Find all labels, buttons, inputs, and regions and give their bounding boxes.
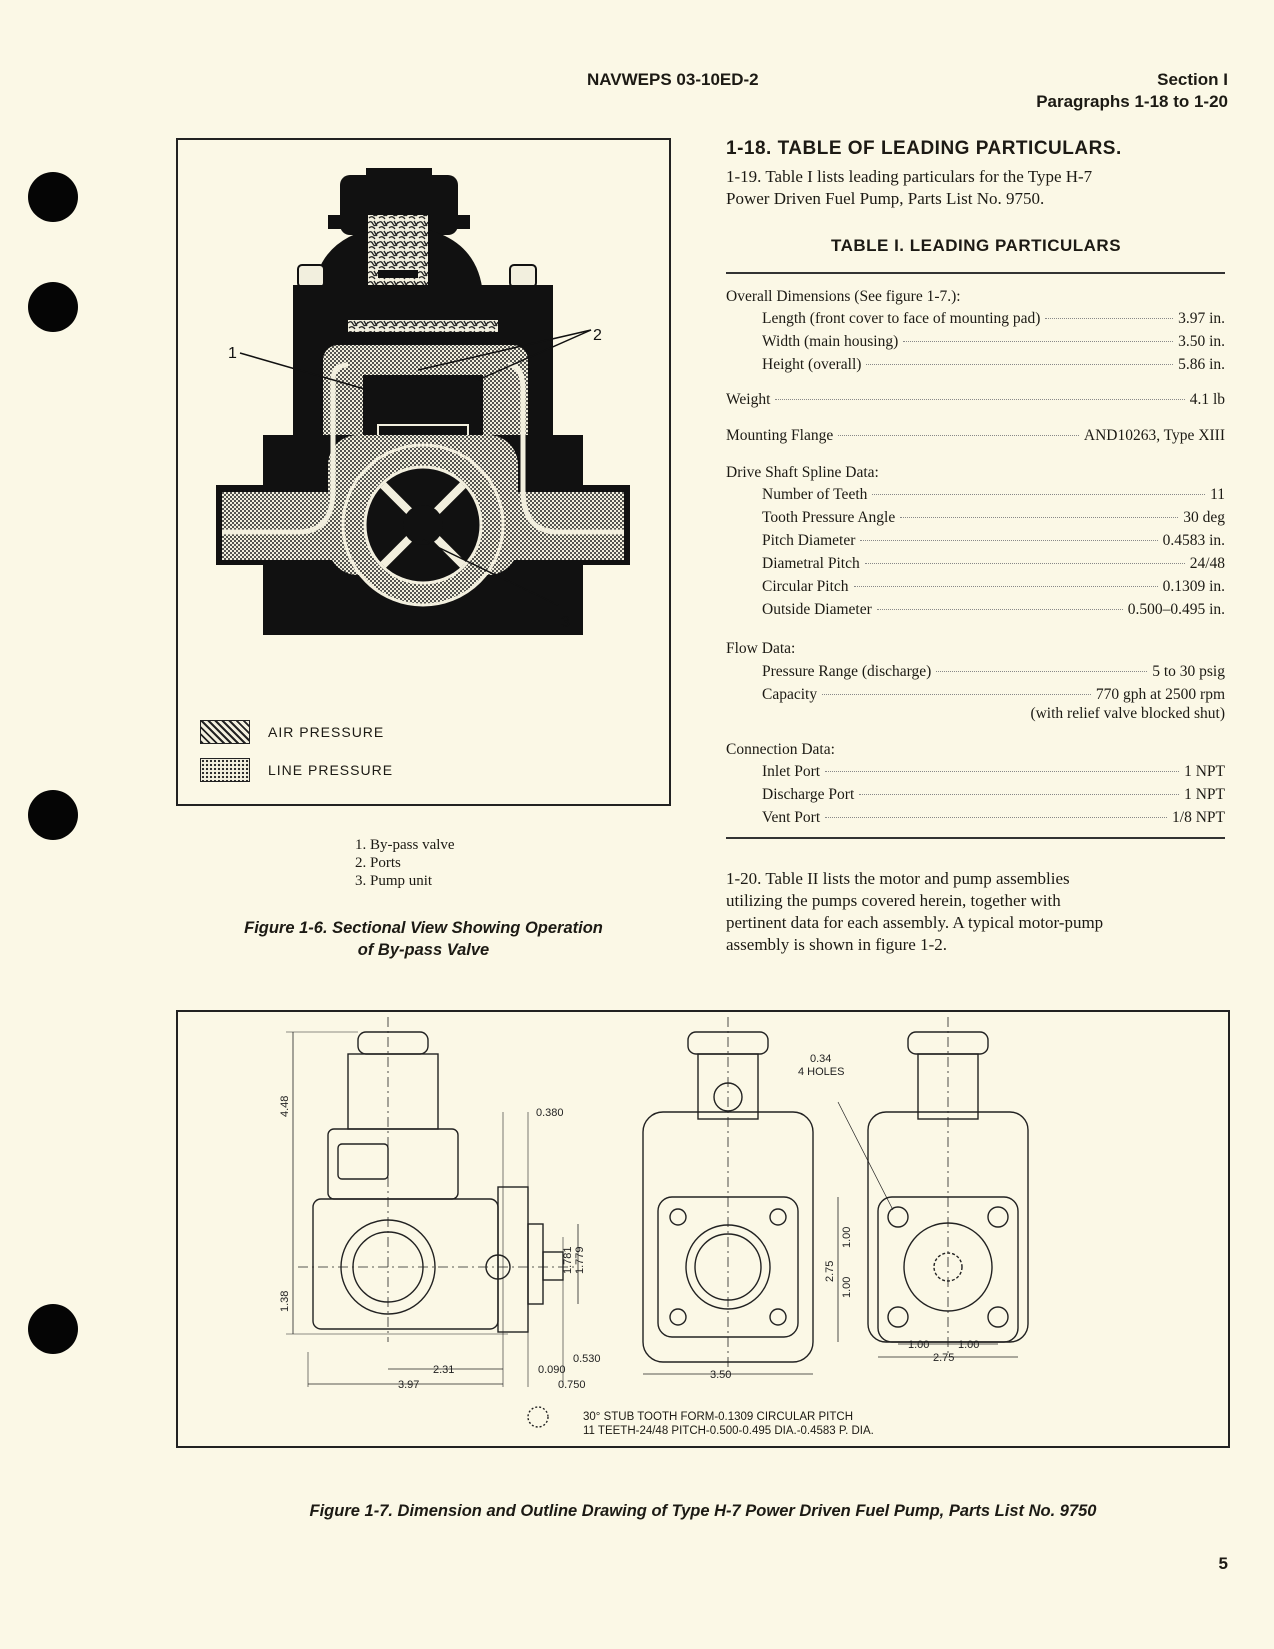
table-title: TABLE I. LEADING PARTICULARS <box>830 236 1122 255</box>
spline-gear-icon <box>528 1407 548 1427</box>
table-row: Height (overall) 5.86 in. <box>762 356 1225 373</box>
figure-key <box>355 836 455 890</box>
table-row: Vent Port 1/8 NPT <box>762 809 1225 826</box>
callout-1: 1 <box>228 345 237 362</box>
svg-text:0.090: 0.090 <box>538 1364 566 1376</box>
svg-text:1.00: 1.00 <box>841 1276 853 1298</box>
rear-view <box>838 1017 1028 1357</box>
svg-text:1.779: 1.779 <box>574 1246 586 1274</box>
paragraph-range: Paragraphs 1-18 to 1-20 <box>1036 92 1228 111</box>
svg-text:4.48: 4.48 <box>279 1095 291 1117</box>
line-pressure-label: LINE PRESSURE <box>268 762 394 778</box>
table-row: Outside Diameter 0.500–0.495 in. <box>762 601 1225 618</box>
front-view <box>643 1017 813 1374</box>
air-pressure-label: AIR PRESSURE <box>268 724 385 740</box>
svg-text:4 HOLES: 4 HOLES <box>798 1066 845 1078</box>
table-row: Capacity 770 gph at 2500 rpm <box>762 686 1225 703</box>
capacity-note: (with relief valve blocked shut) <box>1030 705 1225 722</box>
group-connection: Connection Data: <box>726 741 835 758</box>
svg-text:2.75: 2.75 <box>933 1352 955 1364</box>
group-flow: Flow Data: <box>726 640 796 657</box>
svg-text:3.50: 3.50 <box>710 1369 732 1381</box>
sectional-view-illustration <box>178 140 669 660</box>
figure-1-7-caption: Figure 1-7. Dimension and Outline Drawing of Type H-7 Power Driven Fuel Pump, Parts List No. 9750 <box>309 1502 1097 1520</box>
table-row: Inlet Port 1 NPT <box>762 763 1225 780</box>
group-drive-shaft: Drive Shaft Spline Data: <box>726 464 879 481</box>
outline-drawing <box>178 1012 1228 1446</box>
key-item: 1. By-pass valve <box>355 837 455 853</box>
key-item: 3. Pump unit <box>355 873 433 889</box>
table-row: Weight 4.1 lb <box>726 391 1225 408</box>
doc-number: NAVWEPS 03-10ED-2 <box>587 70 759 89</box>
paragraph-1-19: 1-19. Table I lists leading particulars for the Type H-7 Power Driven Fuel Pump, Parts List No. 9750. <box>726 167 1093 208</box>
table-row: Discharge Port 1 NPT <box>762 786 1225 803</box>
section-label: Section I <box>1157 70 1228 89</box>
binder-hole <box>28 282 78 332</box>
table-row: Circular Pitch 0.1309 in. <box>762 578 1225 595</box>
svg-text:1.00: 1.00 <box>908 1339 930 1351</box>
binder-hole <box>28 1304 78 1354</box>
figure-1-6-caption: Figure 1-6. Sectional View Showing Operation of By-pass Valve <box>244 919 603 959</box>
table-row: Mounting Flange AND10263, Type XIII <box>726 427 1225 444</box>
svg-text:0.530: 0.530 <box>573 1353 601 1365</box>
group-overall-dimensions: Overall Dimensions (See figure 1-7.): <box>726 288 961 305</box>
svg-text:1.38: 1.38 <box>279 1290 291 1312</box>
callout-2: 2 <box>593 327 602 344</box>
svg-text:0.34: 0.34 <box>810 1053 832 1065</box>
table-row: Diametral Pitch 24/48 <box>762 555 1225 572</box>
air-pressure-swatch <box>200 720 250 744</box>
side-view <box>286 1017 578 1387</box>
binder-hole <box>28 172 78 222</box>
callout-3: 3 <box>561 614 570 631</box>
spline-note: 30° STUB TOOTH FORM-0.1309 CIRCULAR PITCH 11 TEETH-24/48 PITCH-0.500-0.495 DIA.-0.4583 P. DIA. <box>583 1411 874 1437</box>
table-bottom-rule <box>726 837 1225 839</box>
svg-text:2.31: 2.31 <box>433 1364 455 1376</box>
line-pressure-swatch <box>200 758 250 782</box>
paragraph-1-20: 1-20. Table II lists the motor and pump assemblies utilizing the pumps covered herein, together with pertinent data for each assembly. A typical motor-pump assembly is shown in figure 1-2. <box>726 869 1104 954</box>
table-row: Width (main housing) 3.50 in. <box>762 333 1225 350</box>
svg-text:0.380: 0.380 <box>536 1107 564 1119</box>
table-row: Pitch Diameter 0.4583 in. <box>762 532 1225 549</box>
svg-text:0.750: 0.750 <box>558 1379 586 1391</box>
table-row: Tooth Pressure Angle 30 deg <box>762 509 1225 526</box>
svg-text:3.97: 3.97 <box>398 1379 420 1391</box>
table-top-rule <box>726 272 1225 274</box>
svg-text:1.781: 1.781 <box>562 1246 574 1274</box>
key-item: 2. Ports <box>355 855 401 871</box>
svg-text:1.00: 1.00 <box>841 1226 853 1248</box>
svg-text:2.75: 2.75 <box>824 1260 836 1282</box>
table-row: Pressure Range (discharge) 5 to 30 psig <box>762 663 1225 680</box>
table-row: Length (front cover to face of mounting pad) 3.97 in. <box>762 310 1225 327</box>
binder-hole <box>28 790 78 840</box>
page-number: 5 <box>1218 1554 1228 1573</box>
section-heading: 1-18. TABLE OF LEADING PARTICULARS. <box>726 138 1122 159</box>
svg-text:1.00: 1.00 <box>958 1339 980 1351</box>
table-row: Number of Teeth 11 <box>762 486 1225 503</box>
